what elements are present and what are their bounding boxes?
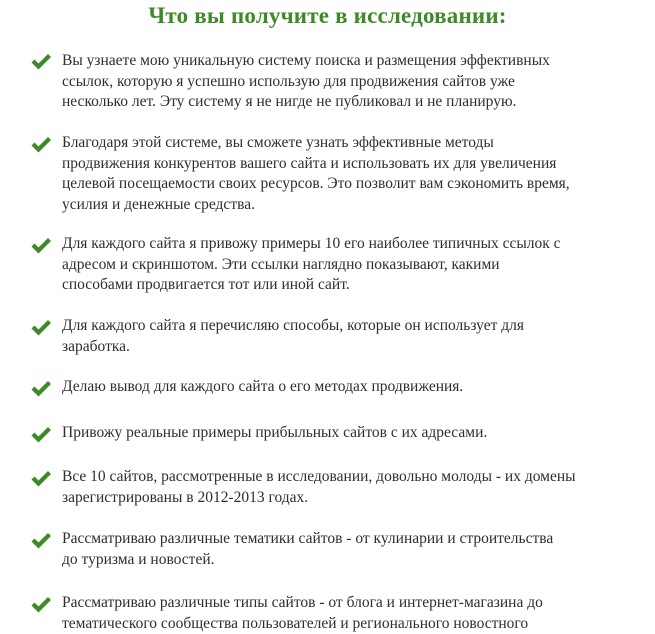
checkmark-icon [30,318,52,338]
checkmark-icon [30,531,52,551]
list-item-text: Привожу реальные примеры прибыльных сайтов с их адресами. [62,424,488,441]
list-item-text: Благодаря этой системе, вы сможете узнать эффективные методы продвижения конкурентов вашего сайта и использовать их для увеличения целевой посещаемости своих ресурсов. Это позволит вам сэкономить время, усилия и денежные средства. [62,134,570,213]
checkmark-icon [30,469,52,489]
list-item-text: Рассматриваю различные типы сайтов - от блога и интернет-магазина до тематического сообщества пользователей и регионального новостного [62,594,543,632]
list-item-text: Все 10 сайтов, рассмотренные в исследовании, довольно молоды - их домены зарегистрированы в 2012-2013 годах. [62,468,576,506]
checkmark-icon [30,52,52,72]
list-item-text: Вы узнаете мою уникальную систему поиска и размещения эффективных ссылок, которую я успешно использую для продвижения сайтов уже несколько лет. Эту систему я не нигде не публиковал и не планирую. [62,52,550,110]
list-item-text: Делаю вывод для каждого сайта о его методах продвижения. [62,378,464,395]
checkmark-icon [30,595,52,615]
list-item-text: Для каждого сайта я привожу примеры 10 его наиболее типичных ссылок с адресом и скриншотом. Эти ссылки наглядно показывают, какими способами продвигается тот или иной сайт. [62,235,561,293]
list-item-text: Рассматриваю различные тематики сайтов - от кулинарии и строительства до туризма и новостей. [62,530,554,568]
checkmark-icon [30,135,52,155]
checkmark-icon [30,379,52,399]
checkmark-icon [30,425,52,445]
checkmark-icon [30,236,52,256]
page-title: Что вы получите в исследовании: [148,3,507,28]
list-item-text: Для каждого сайта я перечисляю способы, которые он использует для заработка. [62,317,524,355]
